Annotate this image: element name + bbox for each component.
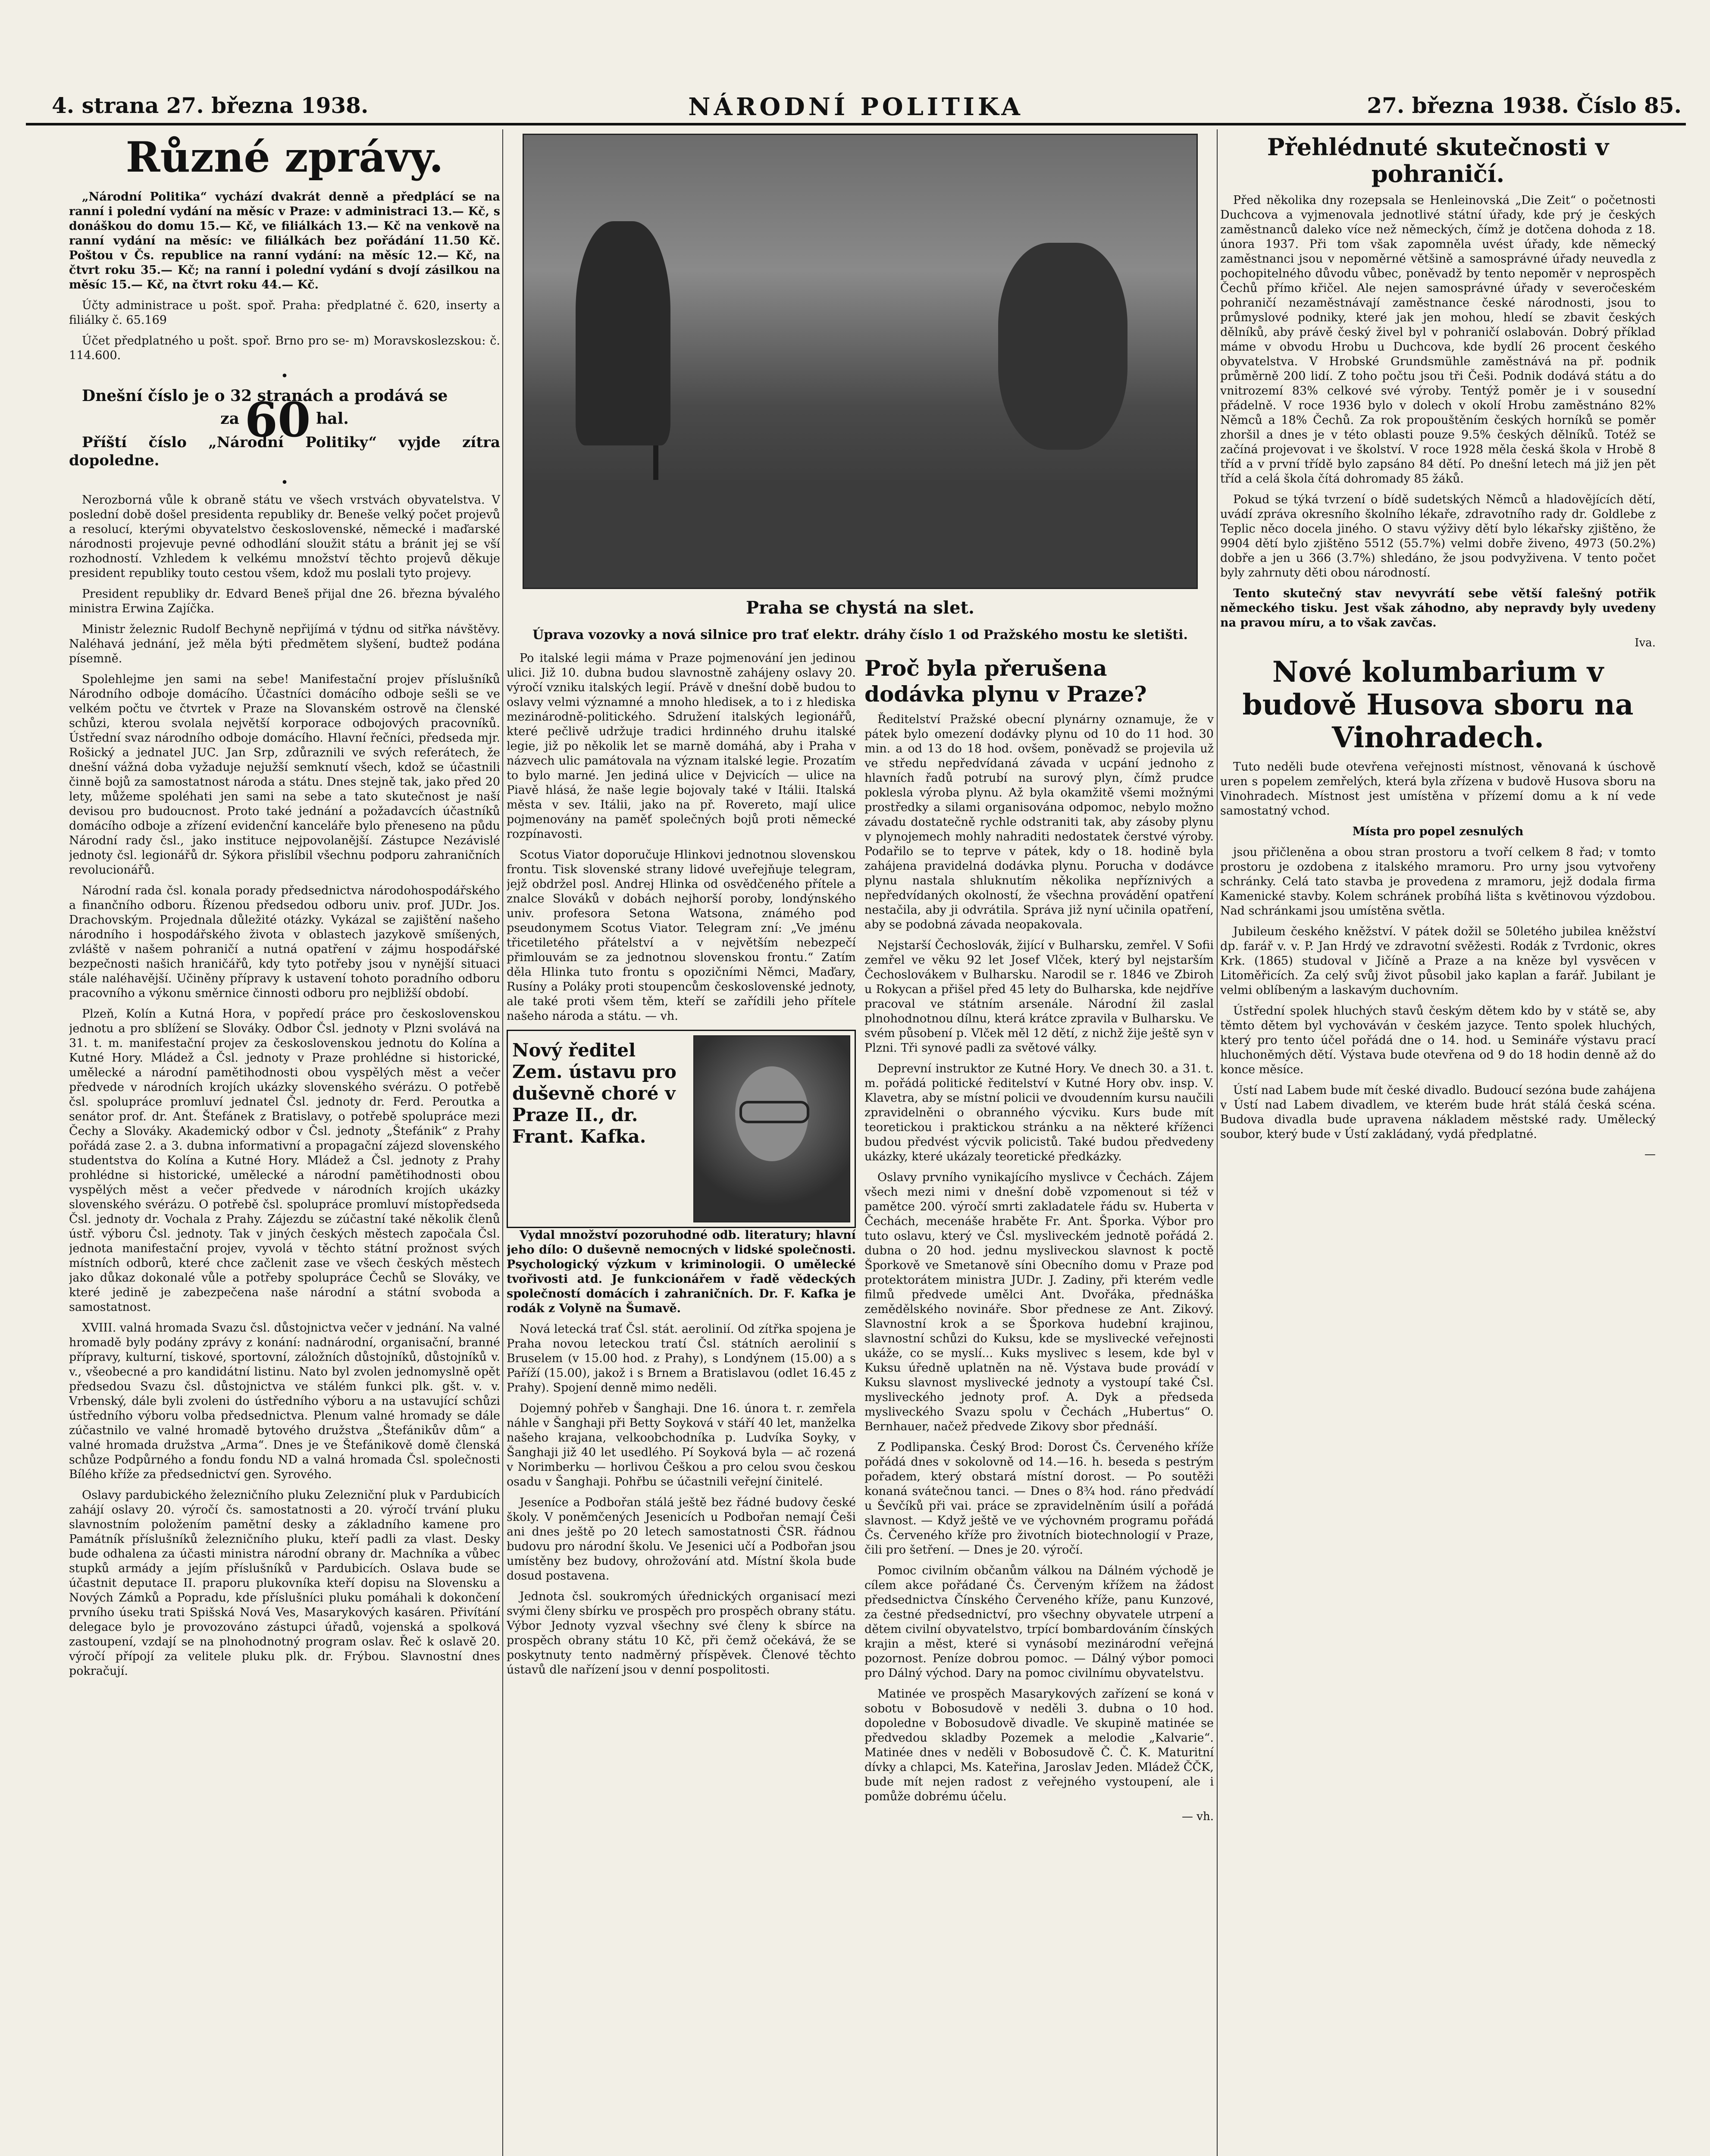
- admin-accounts: Účty administrace u pošt. spoř. Praha: předplatné č. 620, inserty a filiálky č. 65.169: [69, 299, 500, 327]
- subheading: Místa pro popel zesnulých: [1352, 825, 1524, 838]
- photo-street: [523, 134, 1198, 618]
- news-item: Nová letecká trať Čsl. stát. aerolinií. Od zítřka spojena je Praha novou leteckou tratí Čsl. státních aerolinií s Bruselem (v 15.00 hod. z Prahy), s Londýnem (15.00) a s Paříží (15.00), jakož i s Brnem a Bratislavou (odlet 16.45 z Prahy). Spojení denně mimo neděli.: [507, 1322, 856, 1395]
- news-item: Pomoc civilním občanům válkou na Dálném východě je cílem akce pořádané Čs. Červeným křížem na žádost předsednictva Čínského Červeného kříže, panu Kunzové, za čestné předsednictví, pro všechny obyvatele utrpení a dětem civilní obyvatelstvo, trpící bombardováním čínských krajin a měst, které si vynásobí mezinárodní veřejná pozornost. Peníze dobrou pomoc. — Dálný výbor pomoci pro Dálný východ. Dary na pomoc civilnímu obyvatelstvu.: [864, 1564, 1214, 1680]
- tree-shape: [998, 243, 1127, 450]
- next-issue: Příští číslo „Národní Politiky“ vyjde zítra dopoledne.: [69, 434, 500, 469]
- separator-dot: •: [281, 369, 288, 384]
- article-title: Přehlédnuté skutečnosti v pohraničí.: [1267, 133, 1609, 188]
- news-item: Jednota čsl. soukromých úřednických organisací mezi svými členy sbírku ve prospěch pro prospěch obrany státu. Výbor Jednoty vyzval všechny své členy k sbírce na prospěch obrany státu 10 Kč, při čemž očekává, že se poskytnuty tento nadměrný příspěvek. Členové těchto ústavů dle nařízení jsou v denní pospolitosti.: [507, 1590, 856, 1677]
- column-left: [69, 129, 500, 2156]
- news-item: Z Podlipanska. Český Brod: Dorost Čs. Červeného kříže pořádá dnes v sokolovně od 14.—16. h. beseda s pestrým pořadem, který obstará místní dorost. — Po soutěži konaná svátečnou tanci. — Dnes o 8¾ hod. ráno předvádí u Ševčíků při vai. práce se zpravidelněním úsilí a pořádá slavnost. — Když ještě ve ve výchovném programu pořádá Čs. Červeného kříže pro životních biotechnologií v Praze, čili pro šetření. — Dnes je 20. výročí.: [864, 1441, 1214, 1557]
- sub-column-left: [507, 651, 856, 1829]
- section-title: Různé zprávy.: [125, 133, 444, 182]
- news-item: Ministr železnic Rudolf Bechyně nepřijímá v týdnu od sitřka návštěvy. Naléhavá jednání, jež měla býti předmětem slyšení, budtež podána písemně.: [69, 623, 500, 665]
- price-suffix: hal.: [316, 410, 349, 428]
- issue-size: Dnešní číslo je o 32 stranách a prodává se: [82, 387, 448, 405]
- news-item: Deprevní instruktor ze Kutné Hory. Ve dnech 30. a 31. t. m. pořádá politické ředitelství v Kutné Hory obv. insp. V. Klavetra, aby se místní policii ve dvoudenním kursu naučili zpravidelněni o obranného výcviku. Kurs bude mít teoretickou i praktickou stránku a na některé kříženci budou předvést výcvik policistů. Také budou předvedeny ukázky, které ukázaly teoretické předkázky.: [864, 1062, 1214, 1163]
- news-item: Národní rada čsl. konala porady předsednictva národohospodářského a finančního odboru. Řízenou předsedou odboru univ. prof. JUDr. Jos. Drachovským. Projednala důležité otázky. Vykázal se zajištění našeho národního i hospodářského života v oblastech jazykově smíšených, zvláště v našem pohraničí a nutná opatření v zájmu hospodářské bezpečnosti našich hraničářů, kdy tyto potřeby jsou v nynější situaci stále naléhavější. Učiněny přípravy k ustavení tohoto poradního odboru pracovního a výkonu směrnice činnosti odboru pro nejbližší období.: [69, 884, 500, 1000]
- news-item: Spolehlejme jen sami na sebe! Manifestační projev příslušníků Národního odboje domácího. Účastníci domácího odboje sešli se ve velkém počtu ve čtvrtek v Praze na Slovanském ostrově na členské schůzi, kterou svolala největší korporace odbojových pracovníků. Ústřední svaz národního odboje domácího. Hlavní řečníci, předseda mjr. Rošický a jednatel JUC. Jan Srp, zdůraznili ve svých referátech, že dnešní vážná doba vyžaduje nejužší semknutí všech, kdož se účastnili činně bojů za samostatnost národa a státu. Dnes stejně tak, jako před 20 lety, můžeme spoléhati jen sami na sebe a tato skutečnost je naší devisou pro budoucnost. Proto také jednání a požadavcích účastníků domácího odboje a zřízení evidenční kanceláře bylo přeneseno na půdu Národní rady čsl., jako instituce nejpovolanější. Zástupce Nezávislé jednoty čsl. legionářů dr. Sýkora přislíbil všechnu podporu zahraničních revolucionářů.: [69, 673, 500, 877]
- article-body: Tento skutečný stav nevyvrátí sebe větší falešný potřik německého tisku. Jest však záhodno, aby nepravdy byly uvedeny na pravou míru, a to však zavčas.: [1220, 587, 1656, 630]
- header-left: 4. strana 27. března 1938.: [52, 93, 369, 118]
- price-value: 60: [244, 392, 311, 448]
- article-body: Pokud se týká tvrzení o bídě sudetských Němců a hladovějících dětí, uvádí zpráva okresního školního lékaře, zdravotního rady dr. Goldlebe z Teplic něco docela jiného. O stavu výživy dětí bylo lékařsky zjištěno, že 9904 dětí bylo zjištěno 5512 (55.7%) velmi dobře živeno, 4973 (50.2%) dobře a jen u 366 (3.7%) shledáno, že jsou podvyživena. V tento počet byly zahrnuty děti obou národností.: [1220, 493, 1656, 580]
- tree-shape: [576, 221, 670, 445]
- news-item: Nejstarší Čechoslovák, žijící v Bulharsku, zemřel. V Sofii zemřel ve věku 92 let Josef Vlček, který byl nejstarším Čechoslovákem v Bulharsku. Narodil se r. 1846 ve Zbiroh u Rokycan a přišel před 45 lety do Bulharska, kde nejdříve pracoval ve státním arsenále. Národní žil zaslal plnohodnotnou dílnu, která krátce zpravila v Bulharsku. Ve svém působení p. Vlček měl 12 dětí, z nichž žije ještě syn v Plzni. Tři synové padli za světové války.: [864, 939, 1214, 1055]
- signature: —: [1644, 1148, 1656, 1161]
- news-item: Nerozborná vůle k obraně státu ve všech vrstvách obyvatelstva. V poslední době došel presidenta republiky dr. Beneše velký počet projevů a resolucí, kterými obyvatelstvo československé, německé i maďarské národnosti projevuje pevné odhodlání sloužit státu a bránit jej se vší rozhodností. Vzhledem k velkému množství těchto projevů děkuje president republiky touto cestou všem, kdož mu poslali tyto projevy.: [69, 493, 500, 580]
- article-title: Nové kolumbarium v budově Husova sboru na Vinohradech.: [1242, 655, 1634, 754]
- news-item: XVIII. valná hromada Svazu čsl. důstojnictva večer v jednání. Na valné hromadě byly podány zprávy z konání: nadnárodní, organisační, branné přípravy, kulturní, tiskové, sportovní, záložních důstojníků, důstojníků v. v., všeobecné a pro kandidátní listinu. Nato byl zvolen jednomyslně opět předsedou Svazu čsl. důstojnictva ve stálém funkci plk. gšt. v. v. Vrbenský, dále byli zvoleni do ústředního výboru a na ustavující schůzi ústředního výboru volba předsednictva. Plenum valné hromady se dále zúčastnilo ve valné hromadě bytového družstva „Štefánikův dům“ a valné hromada družstva „Arma“. Dnes je ve Štefánikově domě členská schůze Podpůrného a fondu fondu ND a valná hromada Čsl. společnosti Bílého kříže za předsednictví gen. Syrového.: [69, 1321, 500, 1481]
- article-title: Proč byla přerušena dodávka plynu v Praze?: [864, 655, 1147, 707]
- news-item: Oslavy pardubického železničního pluku Zelezniční pluk v Pardubicích zahájí oslavy 20. výročí čs. samostatnosti a 20. výročí trvání pluku slavnostním položením pamětní desky a základního kamene pro Památník příslušníků železničního pluku, kteří padli za vlast. Desky bude odhalena za účasti ministra národní obrany dr. Machníka a vůbec stupků armády a jejím příslušníků v Pardubicích. Oslava bude se účastnit deputace II. praporu plukovníka kteří dopisu na Slovensku a Nových Zámků a Popradu, kde příslušníci pluku pomáhali k dokončení prvního úseku trati Spišská Nová Ves, Masarykových kasáren. Přivítání delegace bylo je provozováno zástupci úřadů, vojenská a spolková zastoupení, vzdají se na plnohodnotný program oslav. Řeč k oslavě 20. výročí přípojí za velitele pluku plk. dr. Frýbou. Slavnostní dnes pokračují.: [69, 1489, 500, 1678]
- news-item: Po italské legii máma v Praze pojmenování jen jedinou ulici. Již 10. dubna budou slavnostně zahájeny oslavy 20. výročí vzniku italských legií. Právě v dnešní době budou to oslavy velmi významné a mnoho hledisek, a to i z hlediska mezinárodně-politického. Sdružení italských legionářů, které pečlivě udržuje tradici hrdinného druhu italské legie, již po několik let se marně domáhá, aby i Praha v názvech ulic památovala na význam italské legie. Prozatím to bylo marné. Jen jediná ulice v Dejvicích — ulice na Piavě hlásá, že naše legie bojovaly také v Itálii. Italská města v sev. Itálii, jako na př. Rovereto, mají ulice pojmenovány na paměť společných bojů proti německé rozpínavosti.: [507, 652, 856, 841]
- glasses-shape: [739, 1101, 809, 1123]
- photo-caption: Úprava vozovky a nová silnice pro trať elektr. dráhy číslo 1 od Pražského mostu ke sletišti.: [532, 627, 1188, 642]
- news-item: Jeseníce a Podbořan stálá ještě bez řádné budovy české školy. V poněmčených Jesenicích u Podbořan nemají Češi ani dnes ještě po 20 letech samostatnosti ČSR. řádnou budovu pro národní školu. Ve Jesenici učí a Podbořan jsou umístěny bez budovy, ohrožování atd. Místní škola bude dosud postavena.: [507, 1496, 856, 1583]
- news-item: Oslavy prvního vynikajícího myslivce v Čechách. Zájem všech mezi nimi v dnešní době vzpomenout si též v pamětce 200. výročí smrti zakladatele řádu sv. Huberta v Čechách, mecenáše hraběte Fr. Ant. Šporka. Výbor pro tuto oslavu, který ve Čsl. mysliveckém jednotě pořádá 2. dubna o 20 hod. jednu mysliveckou slavnost k poctě Šporkově ve Smetanově síni Obecního domu v Praze pod protektorátem ministra JUDr. J. Zadiny, při kterém vedle filmů předvede umělci Ant. Dvořáka, přednáška zemědělského novináře. Sbor přednese ze Ant. Zikový. Slavnostní krok a se Šporkova hudební krajinou, slavnostní schůzi do Kuksu, kde se myslivecké veřejnosti ukáže, co se myslí... Kuks myslivec s lesem, kde byl v Kuksu úředně uplatněn na ně. Výstava bude provádí v Kuksu slavnost myslivecké jednoty a vystoupí také Čsl. mysliveckého jednoty prof. A. Dyk a předseda mysliveckého Svazu spolu v Čechách „Hubertus“ O. Bernhauer, načež předvede Zikovy sbor přednáší.: [864, 1171, 1214, 1433]
- masthead: NÁRODNÍ POLITIKA: [688, 93, 1024, 121]
- column-middle: [507, 129, 1214, 2156]
- photo-title: Praha se chystá na slet.: [746, 598, 974, 618]
- news-item: Ústřední spolek hluchých stavů českým dětem kdo by v státě se, aby těmto dětem byl vychováván v českém jazyce. Tento spolek hluchých, který pro tento účel pořádá dne o 14. hod. u Semináře výstavu prací hluchoněmých dětí. Výstava bude otevřena od 9 do 18 hodin denně až do konce měsíce.: [1220, 1004, 1656, 1076]
- subscription-account: Účet předplatného u pošt. spoř. Brno pro se- m) Moravskoslezskou: č. 114.600.: [69, 334, 500, 362]
- news-item: Scotus Viator doporučuje Hlinkovi jednotnou slovenskou frontu. Tisk slovenské strany lidové uveřejňuje telegram, jejž obdržel posl. Andrej Hlinka od osvědčeného přítele a znalce Slováků v dobách nejhorší poroby, londýnského univ. profesora Setona Watsona, známého pod pseudonymem Scotus Viator. Telegram zní: „Ve jménu třicetiletého přátelství a v největším nebezpečí přimlouvám se za jednotnou slovenskou frontu.“ Zatím děla Hlinka tuto frontu s opozičními Němci, Maďary, Rusíny a Poláky proti stoupencům československé jednoty, ale také proti všem těm, kteří se zařídili jeho přítele našeho národa a státu. — vh.: [507, 848, 856, 1023]
- portrait-photo: [693, 1035, 850, 1222]
- lower-split: [507, 651, 1214, 1829]
- article-body: Před několika dny rozepsala se Henleinovská „Die Zeit“ o početnosti Duchcova a vyjmenovala jednotlivé státní úřady, kde prý je českých zaměstnanců daleko více než německých, čímž je dotčena dohoda z 18. února 1937. Při tom však zapomněla uvést úřady, kde německý zaměstnanci jsou v nepoměrné většině a samosprávné úřady neuvedla z pochopitelného důvodu vůbec, poněvadž by tento nepoměr v neprospěch Čechů přímo křičel. Ale nejen samosprávné úřady v severočeském pohraničí nezaměstnávají zaměstnance české národnosti, jsou to průmyslové podniky, které jak jen mohou, hledí se zbavit českých dělníků, aby právě český živel byl v pohraničí oslabován. Dobrý příklad máme v obvodu Hrobu u Duchcova, kde bydlí 26 procent českého obyvatelstva. V Hrobské Grundsmühle zaměstnává na př. podnik průměrně 200 lidí. Z toho počtu jsou tři Češi. Podnik dodává státu a do vnitrozemí 83% celkové své výroby. Tentýž poměr je i v sousední přádelně. V roce 1936 bylo v dolech v okolí Hrobu zaměstnáno 82% Němců a 18% Čechů. Za rok propouštěním českých horníků se poměr zhoršil a dnes je v této oblasti pouze 9.5% českých dělníků. Totéž se začíná projevovat i ve školství. V roce 1928 měla česká škola v Hrobě 8 tříd a v první třídě bylo zapsáno 84 dětí. Po dnešní letech má již jen pět tříd a celá škola čítá dohromady 85 žáků.: [1220, 194, 1656, 486]
- article-body: jsou přičleněna a obou stran prostoru a tvoří celkem 8 řad; v tomto prostoru je ozdobena z italského mramoru. Pro urny jsou vytvořeny schránky. Celá tato stavba je provedena z mramoru, jejž dodala firma Kamenické stavby. Kolem schránek probíhá lišta s květinovou výzdobou. Nad schránkami jsou umístěna světla.: [1220, 846, 1656, 918]
- sub-column-right: [864, 651, 1214, 1829]
- column-divider: [1217, 129, 1218, 2156]
- price-prefix: za: [220, 410, 239, 428]
- bio-title: Nový ředitel Zem. ústavu pro duševně choré v Praze II., dr. Frant. Kafka.: [512, 1040, 676, 1147]
- portrait-box: [507, 1030, 856, 1228]
- news-item: Jubileum českého kněžství. V pátek dožil se 50letého jubilea kněžství dp. farář v. v. P. Jan Hrdý ve zdravotní svěžesti. Rodák z Tvrdonic, okres Krk. (1865) studoval v Jičíně a Praze a na kněze byl vysvěcen v Litoměřicích. Za celý svůj život působil jako kaplan a farář. Jubilant je velmi oblíbeným a laskavým duchovním.: [1220, 925, 1656, 997]
- page-header: [26, 93, 1686, 125]
- signature: Iva.: [1635, 636, 1656, 649]
- column-right: [1220, 129, 1656, 2156]
- signature: — vh.: [1182, 1810, 1214, 1823]
- separator-dot: •: [281, 475, 288, 490]
- news-item: Dojemný pohřeb v Šanghaji. Dne 16. února t. r. zemřela náhle v Šanghaji při Betty Soyková v stáří 40 let, manželka našeho krajana, velkoobchodníka p. Ludvíka Soyky, v Šanghaji již 40 let usedlého. Pí Soyková byla — ač rozená v Norimberku — horlivou Češkou a pro celou svou českou osadu v Šanghaji. Pohřbu se účastnili veřejní činitelé.: [507, 1402, 856, 1489]
- news-item: Plzeň, Kolín a Kutná Hora, v popředí práce pro československou jednotu a pro sblížení se Slováky. Odbor Čsl. jednoty v Plzni svolává na 31. t. m. manifestační projev za československou jednotu do Kolína a Kutné Hory. Mládež a Čsl. jednoty v Praze prohlédne si historické, umělecké a národní pamětihodnosti obou vyspělých měst a večer předvede v národních krojích ukázky slovenského svérázu. O potřebě čsl. spolupráce promluví jednatel Čsl. jednoty dr. Ferd. Peroutka a senátor prof. dr. Ant. Štefánek z Bratislavy, o potřebě spolupráce mezi Čechy a Slováky. Akademický odbor v Čsl. jednoty „Štefánik“ z Prahy pořádá zase 2. a 3. dubna informativní a propagační zájezd slovenského studentstva do Kolína a Kutné Hory. Mládež a Čsl. jednoty z Prahy prohlédne si historické, umělecké a národní pamětihodnosti obou vyspělých měst a večer předvede v národních krojích ukázky slovenského svérázu. O potřebě čsl. spolupráce promluví místopředseda Čsl. jednoty dr. Vochala z Prahy. Zájezdu se zúčastní také několik členů ústř. výboru Čsl. jednoty. Tak v jiných českých městech započala Čsl. jednota manifestační projev, vyvolá v těchto státní prožnost svých místních odborů, které chce začlenit zase ve všech českých městech jako důkaz dokonalé vůle a potřeby spolupráce Čechů se Slováky, ve které jedině je zabezpečena naše národní a státní svoboda a samostatnost.: [69, 1007, 500, 1314]
- news-item: Ústí nad Labem bude mít české divadlo. Budoucí sezóna bude zahájena v Ústí nad Labem divadlem, ve kterém bude hrát stálá česká scéna. Budova divadla bude upravena nákladem městské rady. Umělecký soubor, který bude v Ústí zakládaný, vydá předplatné.: [1220, 1084, 1656, 1141]
- header-right: 27. března 1938. Číslo 85.: [1367, 93, 1682, 118]
- news-item: President republiky dr. Edvard Beneš přijal dne 26. března bývalého ministra Erwina Zajíčka.: [69, 587, 500, 615]
- article-body: Ředitelství Pražské obecní plynárny oznamuje, že v pátek bylo omezení dodávky plynu od 10 do 11 hod. 30 min. a od 13 do 18 hod. ovšem, poněvadž se projevila už ve středu nepředvídaná závada v ucpání jednoho z hlavních řadů potrubí na surový plyn, čímž prudce poklesla výroba plynu. Až byla okamžitě všemi možnými prostředky a silami organisována odpomoc, nebylo možno závadu dostatečně rychle odstraniti tak, aby zásoby plynu v plynojemech mohly nahraditi nedostatek čerstvé výroby. Podařilo se to teprve v pátek, kdy o 18. hodině byla zahájena pravidelná dodávka plynu. Porucha v dodávce plynu nastala shluknutím několika nepříznivých a nepředvídaných okolností, že všechna provádění opatření nestačila, aby ji odvrátila. Správa již nyní učinila opatření, aby se podobná závada neopakovala.: [864, 713, 1214, 931]
- news-item: Matinée ve prospěch Masarykových zařízení se koná v sobotu v Bobosudově v neděli 3. dubna o 10 hod. dopoledne v Bobosudově divadle. Ve skupině matinée se předvedou skladby Pozemek a melodie „Kalvarie“. Matinée dnes v neděli v Bobosudově Č. Č. K. Maturitní dívky a chlapci, Ms. Kateřina, Jaroslav Jeden. Mládež ČČK, bude mít nejen radost z veřejného vystoupení, ale i pomůže dobrému účelu.: [864, 1687, 1214, 1803]
- article-body: Tuto neděli bude otevřena veřejnosti místnost, věnovaná k úschově uren s popelem zemřelých, která byla zřízena v budově Husova sboru na Vinohradech. Místnost jest umístěna v přízemí domu a k ní vede samostatný vchod.: [1220, 760, 1656, 818]
- subscription-info: „Národní Politika“ vychází dvakrát denně a předplácí se na ranní i polední vydání na měsíc v Praze: v administraci 13.— Kč, s donáškou do domu 15.— Kč, ve filiálkách 13.— Kč na venkově na ranní vydání na měsíc: ve filiálkách bez pořádání 11.50 Kč. Poštou v Čs. republice na ranní vydání: na měsíc 12.— Kč, na čtvrt roku 35.— Kč; na ranní i polední vydání s dvojí zásilkou na měsíc 15.— Kč, na čtvrt roku 44.— Kč.: [69, 190, 500, 291]
- column-divider: [502, 129, 503, 2156]
- bio-text: Vydal množství pozoruhodné odb. literatury; hlavní jeho dílo: O duševně nemocných v lidské společnosti. Psychologický výzkum v kriminologii. O umělecké tvořivosti atd. Je funkcionářem v řadě vědeckých společností domácích i zahraničních. Dr. F. Kafka je rodák z Volyně na Šumavě.: [507, 1228, 856, 1315]
- road-surface: [524, 480, 1196, 588]
